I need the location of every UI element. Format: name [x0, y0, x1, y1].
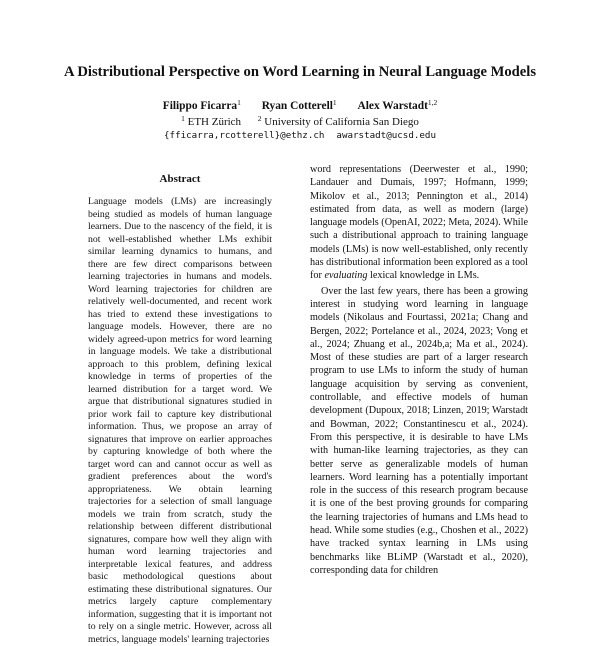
body-paragraph: Over the last few years, there has been a growing interest in studying word learning in language models (Nikolaus and Fourtassi, 2021a; Chang and Bergen, 2022; Portelance et al., 2024, 2023; Vong et al., 2024; Zhuang et al., 2024b,a; Ma et al., 2024). Most of these studies are part of a larger research program to use LMs to inform the study of human language acquisition by serving as convenient, controllable, and effective models of human development (Dupoux, 2018; Linzen, 2019; Warstadt and Bowman, 2022; Constantinescu et al., 2024). From this perspective, it is desirable to have LMs with human-like learning trajectories, as they can better serve as generalizable models of human learners. Word learning has a potentially important role in the success of this research program because it is one of the best proving grounds for comparing the learning trajectories of humans and LMs head to head. While some studies (e.g., Choshen et al., 2022) have tracked syntax learning in LMs using benchmarks like BLiMP (Warstadt et al., 2020), corresponding data for children	[310, 285, 528, 576]
body-paragraph	[310, 163, 528, 283]
affiliation-name: University of California San Diego	[264, 116, 419, 128]
affiliation-name: ETH Zürich	[187, 116, 242, 128]
abstract-column	[88, 196, 272, 646]
paper-title: A Distributional Perspective on Word Learning in Neural Language Models	[63, 64, 537, 80]
emphasis-text: evaluating	[324, 270, 368, 282]
author	[262, 100, 337, 112]
affiliation-list	[0, 114, 600, 128]
body-text: lexical knowledge in LMs.	[367, 270, 480, 282]
affiliation-mark: 2	[257, 114, 262, 123]
email: awarstadt@ucsd.edu	[336, 130, 436, 141]
affiliation-mark: 1	[181, 114, 185, 123]
author-name: Alex Warstadt	[357, 100, 428, 112]
author	[358, 100, 438, 112]
email: {fficarra,rcotterell}@ethz.ch	[164, 130, 325, 141]
author	[163, 100, 241, 112]
author-name: Ryan Cotterell	[261, 100, 333, 112]
abstract-heading: Abstract	[159, 173, 201, 185]
author-affil-mark: 1,2	[427, 98, 438, 107]
author-name: Filippo Ficarra	[162, 100, 238, 112]
author-affil-mark: 1	[237, 98, 241, 107]
abstract-text: Language models (LMs) are increasingly being studied as models of human language learners. Due to the nascency of the field, it is not well-established whether LMs exhibit similar learning dynamics to humans, and there are few direct comparisons between learning trajectories in humans and models. Word learning trajectories for children are relatively well-documented, and recent work has tried to extend these investigations to language models. However, there are no widely agreed-upon metrics for word learning in language models. We take a distributional approach to this problem, defining lexical knowledge in terms of properties of the learned distribution for a target word. We argue that distributional signatures studied in prior work fail to capture key distributional information. Thus, we propose an array of signatures that improve on earlier approaches by capturing knowledge of both where the target word can and cannot occur as well as gradient preferences about the word's appropriateness. We obtain learning trajectories for a selection of small language models we train from scratch, study the relationship between different distributional signatures, compare how well they align with human word learning trajectories and interpretable lexical features, and address basic methodological questions about estimating these distributional signatures. Our metrics largely capture complementary information, suggesting that it is important not to rely on a single metric. However, across all metrics, language models' learning trajectories	[88, 196, 272, 645]
author-affil-mark: 1	[332, 98, 337, 107]
author-list	[0, 98, 600, 112]
body-column	[310, 163, 528, 577]
body-text: word representations (Deerwester et al., 1990; Landauer and Dumais, 1997; Hofmann, 1999; Mikolov et al., 2013; Pennington et al., 2014) estimated from data, as well as modern (large) language models (OpenAI, 2022; Meta, 2024). While such a distributional approach to training language models (LMs) is now well-established, only recently has distributional information been explored as a tool for	[310, 164, 528, 282]
email-list	[0, 130, 600, 141]
